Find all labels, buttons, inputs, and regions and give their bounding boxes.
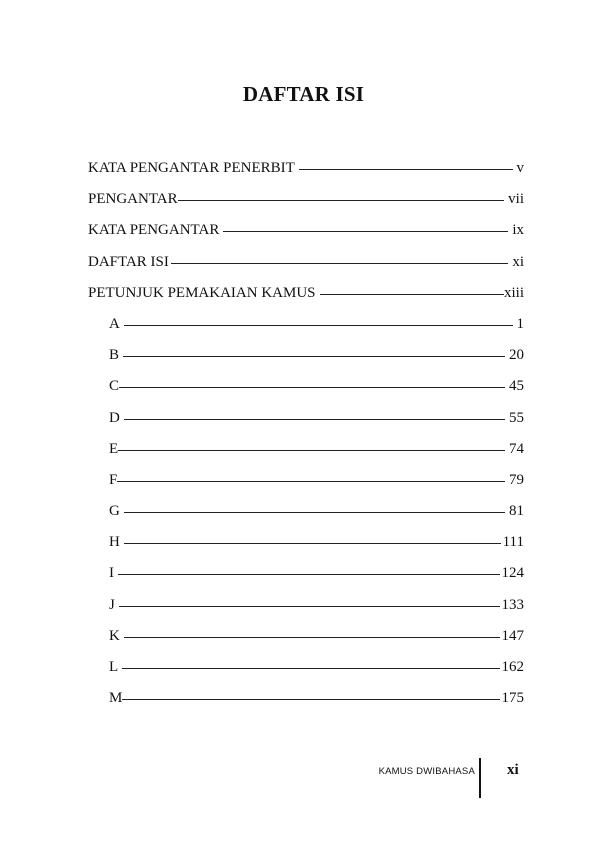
toc-letter-label: G: [109, 503, 120, 520]
toc-letter-e[interactable]: [88, 441, 524, 472]
toc-leader-line: [124, 325, 513, 326]
toc-leader-line: [223, 231, 508, 232]
toc-entry-page: vii: [508, 191, 524, 208]
toc-letter-page: 162: [501, 659, 524, 675]
toc-letter-c[interactable]: [88, 378, 524, 409]
toc-letter-m[interactable]: [88, 690, 524, 721]
toc-letter-page: 111: [502, 534, 524, 551]
toc-letter-page: 1: [516, 315, 524, 332]
toc-letter-f[interactable]: [88, 472, 524, 503]
toc-leader-line: [299, 169, 513, 170]
toc-leader-line: [320, 294, 504, 295]
toc-entry-label: PETUNJUK PEMAKAIAN KAMUS: [88, 284, 316, 301]
toc-leader-line: [119, 606, 500, 607]
toc-entry-page: v: [516, 160, 524, 176]
toc-letter-label: J: [109, 596, 115, 613]
toc-letter-label: E: [109, 440, 119, 457]
toc-entry-daftar-isi[interactable]: [88, 254, 524, 285]
toc-letter-j[interactable]: [88, 597, 524, 628]
toc-entry-label: KATA PENGANTAR PENERBIT: [88, 160, 295, 176]
toc-leader-line: [124, 543, 501, 544]
toc-leader-line: [118, 450, 505, 451]
toc-leader-line: [178, 200, 505, 201]
toc-leader-line: [117, 481, 505, 482]
page-title: DAFTAR ISI: [242, 82, 365, 106]
toc-letter-label: F: [109, 471, 118, 488]
toc-leader-line: [124, 419, 505, 420]
toc-letter-label: M: [109, 690, 123, 707]
toc-entry-page: xiii: [503, 284, 524, 301]
toc-letter-page: 81: [509, 503, 524, 520]
table-of-contents: [88, 160, 524, 721]
toc-letter-d[interactable]: [88, 410, 524, 441]
toc-entry-label: KATA PENGANTAR: [88, 222, 220, 239]
toc-entry-kata-pengantar[interactable]: [88, 222, 524, 253]
toc-leader-line: [119, 387, 505, 388]
toc-letter-label: I: [109, 565, 114, 582]
toc-leader-line: [123, 356, 505, 357]
toc-leader-line: [122, 668, 499, 669]
toc-letter-page: 55: [509, 409, 524, 426]
toc-leader-line: [124, 512, 505, 513]
toc-letter-label: D: [109, 409, 120, 426]
toc-leader-line: [118, 574, 500, 575]
toc-letter-label: C: [109, 378, 120, 395]
toc-letter-b[interactable]: [88, 347, 524, 378]
toc-letter-page: 45: [509, 378, 524, 395]
toc-letter-g[interactable]: [88, 503, 524, 534]
toc-letter-i[interactable]: [88, 565, 524, 596]
page-number: xi: [507, 762, 519, 778]
toc-letter-label: L: [109, 659, 119, 675]
toc-letter-a[interactable]: [88, 316, 524, 347]
toc-letter-page: 20: [509, 347, 524, 364]
footer-divider: [479, 758, 481, 798]
toc-letter-l[interactable]: [88, 659, 524, 690]
toc-entry-label: DAFTAR ISI: [88, 253, 169, 270]
toc-letter-page: 124: [501, 565, 524, 582]
toc-letter-h[interactable]: [88, 534, 524, 565]
toc-leader-line: [171, 263, 508, 264]
toc-letter-label: H: [109, 534, 120, 551]
toc-entry-pengantar[interactable]: [88, 191, 524, 222]
toc-letter-page: 74: [509, 440, 524, 457]
toc-letter-k[interactable]: [88, 628, 524, 659]
toc-letter-page: 79: [509, 471, 524, 488]
toc-letter-label: A: [109, 315, 120, 332]
toc-entry-label: PENGANTAR: [88, 191, 178, 208]
toc-entry-kata-pengantar-penerbit[interactable]: [88, 160, 524, 191]
running-title: KAMUS DWIBAHASA: [378, 766, 475, 777]
toc-entry-petunjuk-pemakaian-kamus[interactable]: [88, 285, 524, 316]
toc-leader-line: [124, 637, 500, 638]
toc-entry-page: xi: [512, 253, 524, 270]
toc-entry-page: ix: [512, 222, 524, 239]
toc-letter-page: 175: [501, 690, 524, 707]
toc-leader-line: [122, 699, 499, 700]
toc-letter-page: 133: [501, 596, 524, 613]
toc-letter-label: B: [109, 347, 120, 364]
toc-letter-label: K: [109, 627, 120, 644]
toc-letter-page: 147: [501, 627, 524, 644]
